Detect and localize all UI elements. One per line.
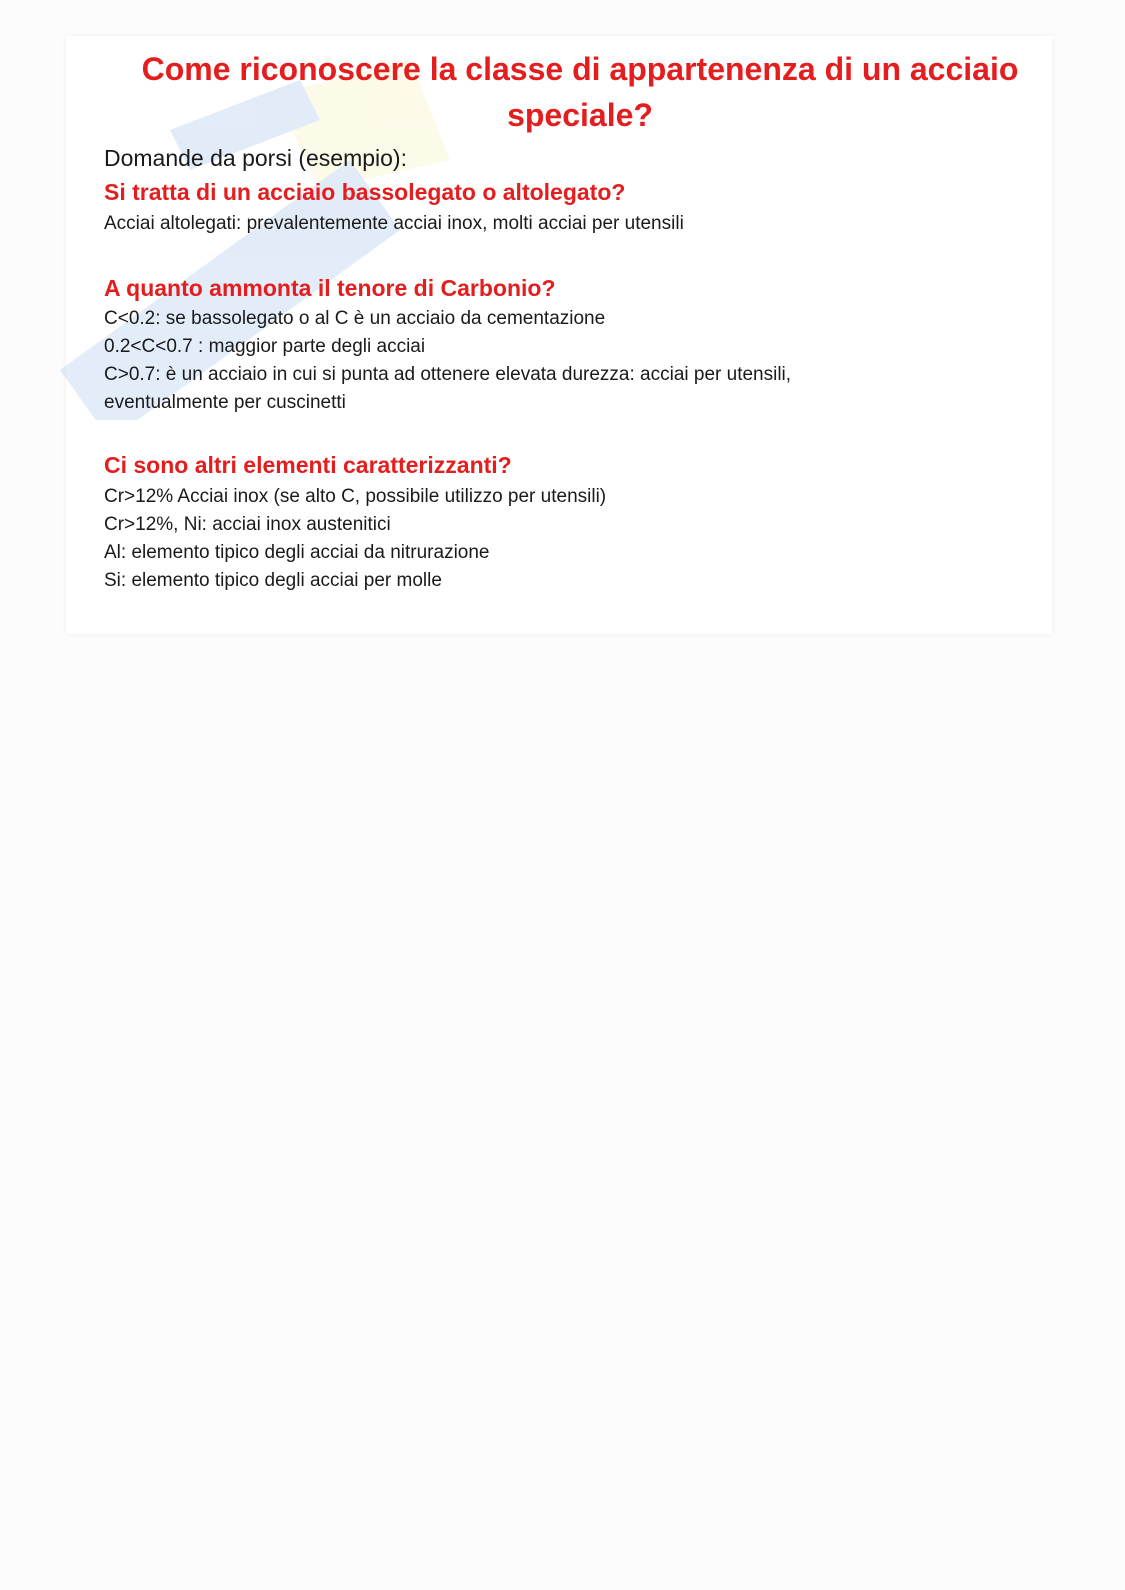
page-title: Come riconoscere la classe di appartenenza di un acciaio speciale? [141, 51, 1019, 133]
section-3-line-2: Cr>12%, Ni: acciai inox austenitici [104, 514, 391, 535]
section-heading-2: A quanto ammonta il tenore di Carbonio? [104, 275, 556, 301]
section-3-line-4: Si: elemento tipico degli acciai per molle [104, 570, 442, 591]
section-3-line-3: Al: elemento tipico degli acciai da nitrurazione [104, 542, 490, 563]
section-3-line-1: Cr>12% Acciai inox (se alto C, possibile utilizzo per utensili) [104, 486, 607, 507]
section-2-line-2: 0.2<C<0.7 : maggior parte degli acciai [104, 336, 426, 357]
section-heading-1: Si tratta di un acciaio bassolegato o altolegato? [104, 179, 626, 205]
section-2-line-4: eventualmente per cuscinetti [104, 392, 346, 413]
section-2-line-1: C<0.2: se bassolegato o al C è un acciaio da cementazione [104, 308, 606, 329]
section-2-line-3: C>0.7: è un acciaio in cui si punta ad ottenere elevata durezza: acciai per utensili, [104, 364, 792, 385]
intro-text: Domande da porsi (esempio): [104, 145, 407, 171]
section-heading-3: Ci sono altri elementi caratterizzanti? [104, 452, 512, 478]
section-1-line-1: Acciai altolegati: prevalentemente acciai inox, molti acciai per utensili [104, 213, 684, 234]
